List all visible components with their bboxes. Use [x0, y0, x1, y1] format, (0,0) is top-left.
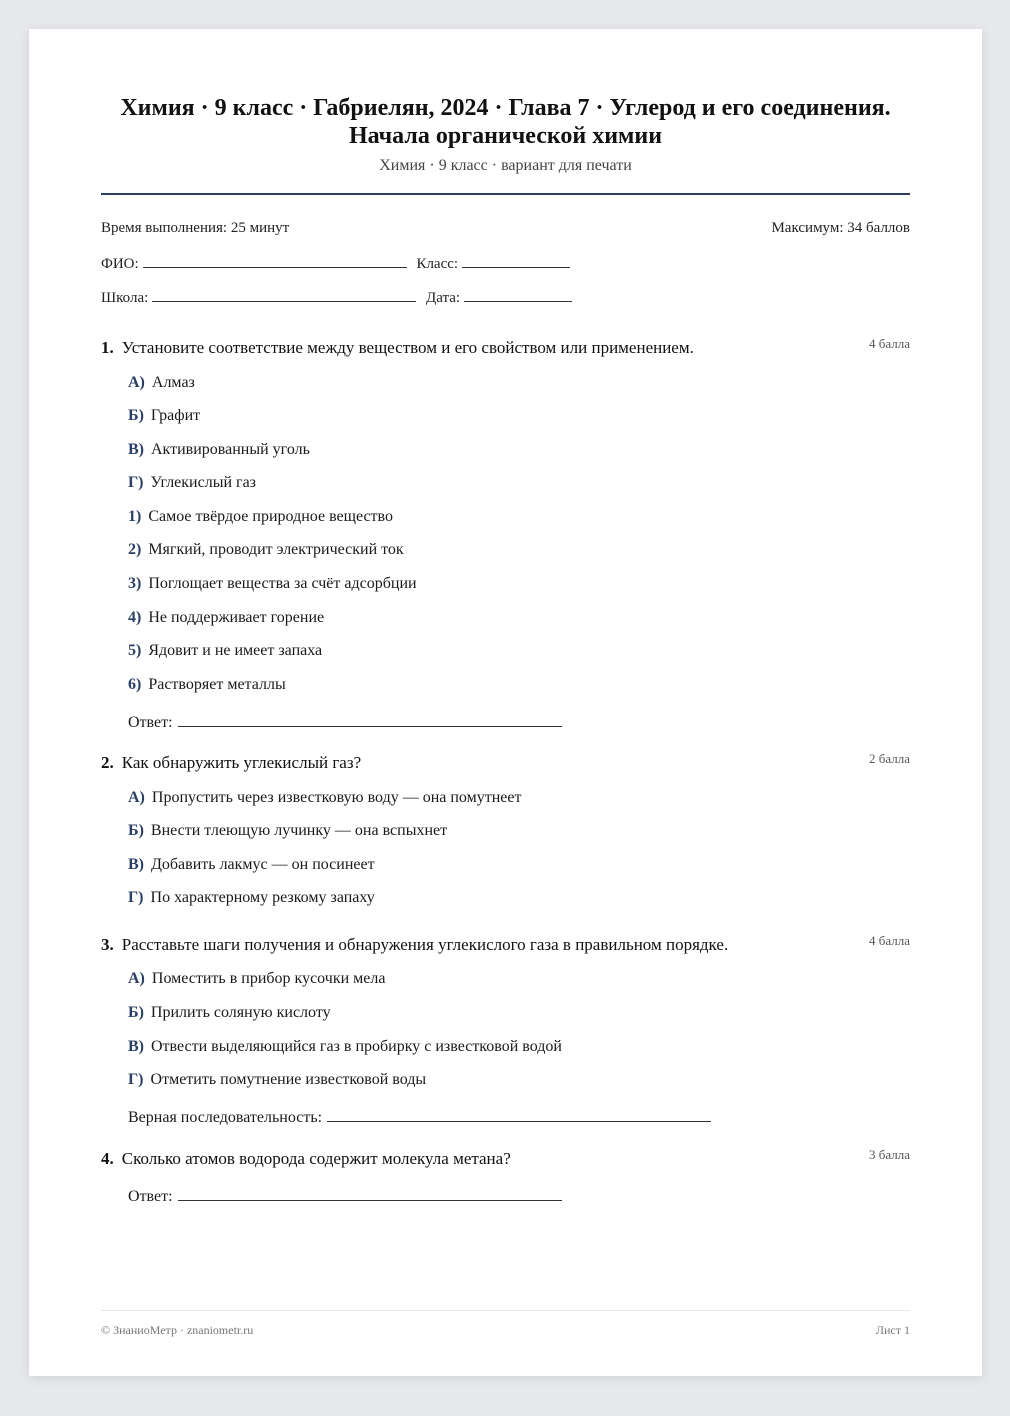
option-item [128, 474, 256, 492]
option-item [128, 856, 375, 874]
option-letter: Г) [128, 474, 144, 491]
option-item [128, 889, 375, 907]
question-text: Как обнаружить углекислый газ? [121, 753, 362, 772]
meta-row-time [101, 220, 910, 237]
option-text: Самое твёрдое природное вещество [148, 508, 393, 525]
option-item [128, 822, 447, 840]
school-field[interactable] [152, 287, 416, 302]
option-text: Поглощает вещества за счёт адсорбции [148, 575, 417, 592]
option-item [128, 1038, 562, 1056]
option-letter: Г) [128, 889, 144, 906]
fio-label: ФИО: [101, 256, 139, 272]
option-letter: А) [128, 970, 145, 987]
option-number: 1) [128, 508, 142, 525]
school-label: Школа: [101, 290, 149, 306]
option-text: Добавить лакмус — он посинеет [151, 856, 375, 873]
page-title [101, 94, 910, 150]
question-number: 2. [101, 753, 114, 772]
option-item [128, 789, 522, 807]
option-item [128, 374, 195, 392]
option-item [128, 508, 393, 526]
option-item [128, 407, 200, 425]
meta-row-school [101, 287, 910, 307]
answer-field[interactable] [178, 710, 562, 727]
worksheet-page [29, 29, 982, 1376]
option-letter: В) [128, 1038, 144, 1055]
option-number: 6) [128, 676, 142, 693]
question-text: Установите соответствие между веществом и его свойством или применением. [121, 338, 694, 357]
question-4 [101, 1149, 910, 1169]
title-line-2: Начала органической химии [348, 123, 663, 149]
class-field[interactable] [462, 253, 570, 268]
option-text: Алмаз [151, 374, 195, 391]
option-text: Внести тлеющую лучинку — она вспыхнет [150, 822, 448, 839]
question-number: 1. [101, 338, 114, 357]
question-text: Расставьте шаги получения и обнаружения углекислого газа в правильном порядке. [121, 935, 729, 954]
option-letter: Б) [128, 407, 144, 424]
page-footer [101, 1323, 910, 1338]
option-item [128, 1004, 331, 1022]
option-item [128, 441, 310, 459]
question-points: 3 балла [869, 1147, 910, 1162]
option-item [128, 970, 385, 988]
footer-divider [101, 1310, 910, 1311]
option-letter: В) [128, 856, 144, 873]
option-item [128, 1071, 426, 1089]
answer-field[interactable] [327, 1105, 711, 1122]
question-number: 3. [101, 935, 114, 954]
header-divider [101, 193, 910, 195]
option-letter: Г) [128, 1071, 144, 1088]
option-text: Отвести выделяющийся газ в пробирку с известковой водой [151, 1038, 562, 1055]
option-letter: Б) [128, 822, 144, 839]
option-text: По характерному резкому запаху [150, 889, 375, 906]
time-limit: Время выполнения: 25 минут [101, 220, 290, 236]
option-item [128, 575, 417, 593]
option-text: Мягкий, проводит электрический ток [148, 541, 404, 558]
option-number: 2) [128, 541, 142, 558]
option-letter: А) [128, 374, 145, 391]
question-3 [101, 935, 910, 955]
option-text: Углекислый газ [150, 474, 256, 491]
option-text: Не поддерживает горение [148, 609, 325, 626]
option-letter: Б) [128, 1004, 144, 1021]
question-points: 2 балла [869, 751, 910, 766]
option-text: Активированный уголь [151, 441, 310, 458]
question-number: 4. [101, 1149, 114, 1168]
option-number: 3) [128, 575, 142, 592]
sheet-number: Лист 1 [875, 1323, 910, 1337]
option-text: Отметить помутнение известковой воды [150, 1071, 427, 1088]
date-label: Дата: [426, 290, 461, 306]
question-text: Сколько атомов водорода содержит молекула метана? [121, 1149, 511, 1168]
question-2 [101, 753, 910, 773]
answer-field[interactable] [178, 1184, 562, 1201]
option-letter: В) [128, 441, 144, 458]
title-line-1: Химия · 9 класс · Габриелян, 2024 · Глава 7 · Углерод и его соединения. [120, 95, 891, 121]
meta-row-name [101, 253, 910, 273]
option-item [128, 676, 286, 694]
answer-row-4 [128, 1184, 568, 1206]
option-text: Ядовит и не имеет запаха [148, 642, 323, 659]
option-number: 4) [128, 609, 142, 626]
answer-row-1 [128, 710, 568, 732]
page-subtitle: Химия · 9 класс · вариант для печати [379, 157, 632, 174]
class-label: Класс: [416, 256, 459, 272]
option-number: 5) [128, 642, 142, 659]
answer-label: Ответ: [128, 714, 173, 731]
option-text: Растворяет металлы [148, 676, 286, 693]
date-field[interactable] [464, 287, 572, 302]
question-points: 4 балла [869, 933, 910, 948]
question-1 [101, 338, 910, 358]
option-item [128, 642, 322, 660]
fio-field[interactable] [143, 253, 407, 268]
option-text: Графит [150, 407, 201, 424]
option-item [128, 541, 404, 559]
footer-copyright: © ЗнаниоМетр · znaniometr.ru [101, 1323, 254, 1337]
option-text: Поместить в прибор кусочки мела [151, 970, 386, 987]
max-score: Максимум: 34 баллов [771, 220, 910, 236]
option-text: Прилить соляную кислоту [150, 1004, 331, 1021]
option-item [128, 609, 324, 627]
option-letter: А) [128, 789, 145, 806]
answer-label: Верная последовательность: [128, 1109, 323, 1126]
question-points: 4 балла [869, 336, 910, 351]
option-text: Пропустить через известковую воду — она помутнеет [151, 789, 522, 806]
answer-row-3 [128, 1105, 717, 1127]
answer-label: Ответ: [128, 1188, 173, 1205]
